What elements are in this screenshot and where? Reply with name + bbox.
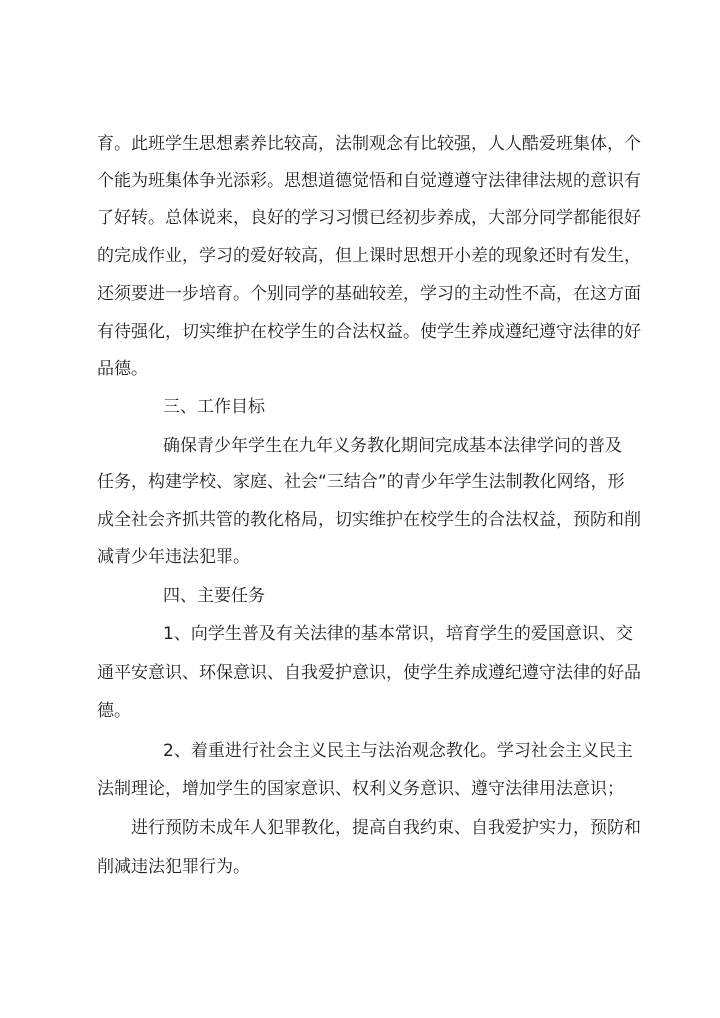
- body-text-line: 任务，构建学校、家庭、社会“三结合”的青少年学生法制教化网络，形: [97, 472, 625, 492]
- body-text-line: 削减违法犯罪行为。: [97, 857, 250, 877]
- body-text-line: 的完成作业，学习的爱好较高，但上课时思想开小差的现象还时有发生，: [97, 246, 641, 266]
- body-text-line: 确保青少年学生在九年义务教化期间完成基本法律学问的普及: [163, 436, 622, 456]
- body-text-line: 还须要进一步培育。个别同学的基础较差，学习的主动性不高，在这方面: [97, 284, 641, 304]
- body-text-line: 成全社会齐抓共管的教化格局，切实维护在校学生的合法权益，预防和削: [97, 510, 641, 530]
- body-text-line: 品德。: [97, 359, 148, 379]
- body-text-line: 1、向学生普及有关法律的基本常识，培育学生的爱国意识、交: [163, 624, 633, 644]
- body-text-line: 了好转。总体说来，良好的学习习惯已经初步养成，大部分同学都能很好: [97, 208, 641, 228]
- body-text-line: 减青少年违法犯罪。: [97, 547, 250, 567]
- body-text-line: 进行预防未成年人犯罪教化，提高自我约束、自我爱护实力，预防和: [131, 818, 641, 838]
- body-text-line: 通平安意识、环保意识、自我爱护意识，使学生养成遵纪遵守法律的好品: [97, 663, 641, 683]
- body-text-line: 德。: [97, 701, 131, 721]
- body-text-line: 个能为班集体争光添彩。思想道德觉悟和自觉遵遵守法律律法规的意识有: [97, 171, 641, 191]
- section-heading-work-goals: 三、工作目标: [163, 397, 265, 417]
- section-heading-main-tasks: 四、主要任务: [163, 586, 265, 606]
- body-text-line: 法制理论，增加学生的国家意识、权利义务意识、遵守法律用法意识；: [97, 779, 624, 799]
- body-text-line: 有待强化，切实维护在校学生的合法权益。使学生养成遵纪遵守法律的好: [97, 322, 641, 342]
- body-text-line: 育。此班学生思想素养比较高，法制观念有比较强，人人酷爱班集体，个: [97, 134, 641, 154]
- body-text-line: 2、着重进行社会主义民主与法治观念教化。学习社会主义民主: [163, 741, 633, 761]
